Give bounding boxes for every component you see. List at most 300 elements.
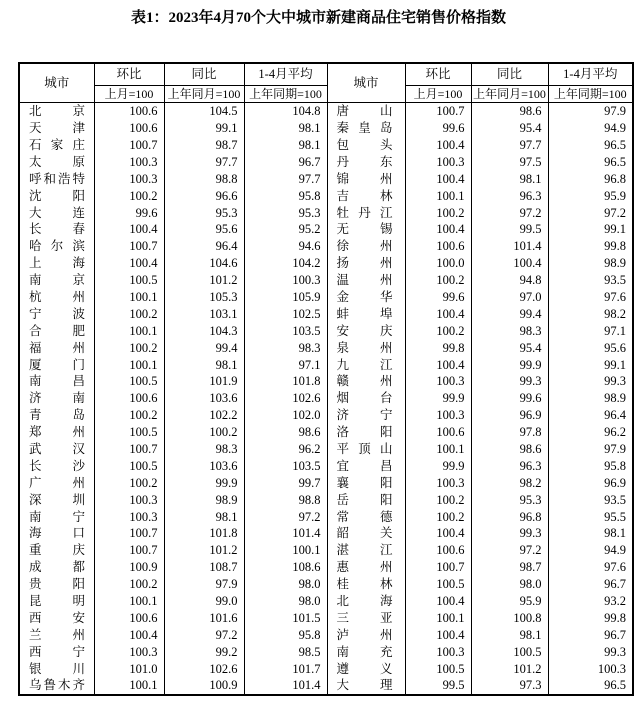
city-name: 平顶山: [336, 442, 393, 456]
mom-value: 100.2: [405, 508, 471, 525]
yoy-value: 104.6: [164, 255, 244, 272]
mom-value: 100.5: [94, 373, 164, 390]
yoy-value: 98.3: [471, 323, 548, 340]
yoy-value: 98.7: [471, 559, 548, 576]
table-row: [19, 137, 633, 154]
city-cell: [327, 373, 405, 390]
avg-value: 96.5: [548, 154, 633, 171]
mom-value: 100.1: [405, 441, 471, 458]
avg-value: 98.3: [244, 339, 327, 356]
mom-value: 100.7: [94, 525, 164, 542]
mom-value: 100.2: [405, 323, 471, 340]
city-cell: [327, 187, 405, 204]
city-name: 扬州: [336, 256, 393, 271]
avg-value: 95.2: [244, 221, 327, 238]
city-name: 哈尔滨: [29, 239, 85, 254]
city-name: 银川: [29, 661, 85, 676]
table-row: [19, 610, 633, 627]
avg-value: 99.3: [548, 373, 633, 390]
mom-value: 100.4: [405, 221, 471, 238]
city-name: 武汉: [29, 442, 85, 456]
yoy-value: 99.6: [471, 390, 548, 407]
mom-value: 100.3: [94, 491, 164, 508]
city-name: 丹东: [336, 154, 393, 169]
yoy-value: 100.9: [164, 677, 244, 695]
city-name: 温州: [336, 273, 393, 288]
yoy-value: 97.3: [471, 677, 548, 695]
header-avg-base-right: 上年同期=100: [548, 86, 633, 103]
city-name: 宜昌: [336, 458, 393, 473]
city-name: 赣州: [336, 374, 393, 389]
mom-value: 100.1: [405, 610, 471, 627]
yoy-value: 100.2: [164, 424, 244, 441]
city-cell: [19, 221, 94, 238]
yoy-value: 95.4: [471, 339, 548, 356]
mom-value: 100.7: [405, 103, 471, 120]
avg-value: 96.7: [548, 627, 633, 644]
city-cell: [327, 390, 405, 407]
yoy-value: 99.9: [471, 356, 548, 373]
city-name: 青岛: [29, 408, 85, 423]
city-cell: [327, 644, 405, 661]
yoy-value: 97.8: [471, 424, 548, 441]
table-row: [19, 458, 633, 475]
city-cell: [19, 120, 94, 137]
city-cell: [19, 458, 94, 475]
yoy-value: 95.3: [471, 491, 548, 508]
yoy-value: 99.1: [164, 120, 244, 137]
table-row: [19, 323, 633, 340]
mom-value: 100.6: [405, 238, 471, 255]
city-cell: [19, 593, 94, 610]
avg-value: 101.5: [244, 610, 327, 627]
mom-value: 100.2: [405, 204, 471, 221]
mom-value: 99.6: [405, 289, 471, 306]
mom-value: 100.4: [94, 255, 164, 272]
yoy-value: 97.7: [164, 154, 244, 171]
avg-value: 99.3: [548, 644, 633, 661]
city-cell: [327, 204, 405, 221]
avg-value: 96.5: [548, 677, 633, 695]
avg-value: 98.2: [548, 306, 633, 323]
city-cell: [327, 491, 405, 508]
header-avg-left: 1-4月平均: [244, 63, 327, 86]
city-name: 长沙: [29, 458, 85, 473]
mom-value: 99.8: [405, 339, 471, 356]
mom-value: 100.9: [94, 559, 164, 576]
city-cell: [19, 103, 94, 120]
city-name: 西宁: [29, 644, 85, 659]
mom-value: 100.2: [94, 576, 164, 593]
city-name: 长春: [29, 222, 85, 237]
city-name: 吉林: [336, 188, 393, 203]
avg-value: 97.9: [548, 441, 633, 458]
city-cell: [327, 407, 405, 424]
avg-value: 97.9: [548, 103, 633, 120]
mom-value: 100.4: [94, 221, 164, 238]
price-index-table: [18, 62, 634, 696]
city-cell: [327, 424, 405, 441]
header-yoy-right: 同比: [471, 63, 548, 86]
yoy-value: 98.8: [164, 171, 244, 188]
avg-value: 93.2: [548, 593, 633, 610]
city-cell: [19, 323, 94, 340]
header-city-left: 城市: [19, 63, 94, 103]
avg-value: 100.3: [548, 660, 633, 677]
city-name: 烟台: [336, 391, 393, 406]
city-cell: [327, 171, 405, 188]
avg-value: 97.1: [548, 323, 633, 340]
mom-value: 100.6: [405, 424, 471, 441]
yoy-value: 96.3: [471, 458, 548, 475]
avg-value: 101.4: [244, 677, 327, 695]
yoy-value: 97.9: [164, 576, 244, 593]
avg-value: 104.8: [244, 103, 327, 120]
yoy-value: 99.4: [164, 339, 244, 356]
header-mom-base-left: 上月=100: [94, 86, 164, 103]
table-row: [19, 390, 633, 407]
mom-value: 99.6: [405, 120, 471, 137]
table-body: [19, 103, 633, 696]
city-name: 九江: [336, 357, 393, 372]
mom-value: 99.9: [405, 458, 471, 475]
avg-value: 101.7: [244, 660, 327, 677]
mom-value: 100.2: [405, 272, 471, 289]
yoy-value: 101.4: [471, 238, 548, 255]
yoy-value: 99.4: [471, 306, 548, 323]
city-cell: [19, 356, 94, 373]
avg-value: 95.8: [548, 458, 633, 475]
city-name: 宁波: [29, 306, 85, 321]
avg-value: 105.9: [244, 289, 327, 306]
city-name: 北京: [29, 104, 85, 119]
city-cell: [19, 627, 94, 644]
avg-value: 99.8: [548, 610, 633, 627]
city-cell: [19, 255, 94, 272]
city-cell: [327, 441, 405, 458]
header-avg-right: 1-4月平均: [548, 63, 633, 86]
city-cell: [327, 677, 405, 695]
yoy-value: 101.9: [164, 373, 244, 390]
mom-value: 100.4: [405, 525, 471, 542]
table-row: [19, 542, 633, 559]
city-name: 秦皇岛: [336, 121, 393, 136]
city-cell: [19, 407, 94, 424]
table-row: [19, 289, 633, 306]
city-cell: [327, 103, 405, 120]
mom-value: 100.2: [94, 339, 164, 356]
city-name: 锦州: [336, 171, 393, 186]
avg-value: 94.9: [548, 120, 633, 137]
avg-value: 103.5: [244, 458, 327, 475]
city-cell: [327, 306, 405, 323]
avg-value: 93.5: [548, 272, 633, 289]
city-name: 贵阳: [29, 577, 85, 592]
city-name: 石家庄: [29, 137, 85, 152]
city-cell: [327, 289, 405, 306]
mom-value: 100.2: [94, 475, 164, 492]
mom-value: 100.3: [405, 407, 471, 424]
city-name: 湛江: [336, 543, 393, 558]
city-cell: [19, 559, 94, 576]
avg-value: 98.0: [244, 576, 327, 593]
city-cell: [19, 491, 94, 508]
yoy-value: 96.8: [471, 508, 548, 525]
mom-value: 100.3: [94, 154, 164, 171]
avg-value: 98.1: [244, 120, 327, 137]
mom-value: 100.7: [94, 441, 164, 458]
city-cell: [19, 238, 94, 255]
mom-value: 100.7: [94, 542, 164, 559]
yoy-value: 100.8: [471, 610, 548, 627]
mom-value: 100.3: [94, 508, 164, 525]
yoy-value: 97.5: [471, 154, 548, 171]
table-row: [19, 154, 633, 171]
city-cell: [327, 627, 405, 644]
table-header: [19, 63, 633, 103]
city-name: 重庆: [29, 543, 85, 558]
city-cell: [327, 137, 405, 154]
city-name: 金华: [336, 289, 393, 304]
yoy-value: 97.2: [471, 542, 548, 559]
table-row: [19, 559, 633, 576]
city-cell: [19, 525, 94, 542]
yoy-value: 99.9: [164, 475, 244, 492]
city-cell: [327, 120, 405, 137]
mom-value: 100.5: [94, 424, 164, 441]
city-cell: [19, 441, 94, 458]
avg-value: 95.5: [548, 508, 633, 525]
avg-value: 99.8: [548, 238, 633, 255]
mom-value: 100.1: [405, 187, 471, 204]
yoy-value: 102.2: [164, 407, 244, 424]
avg-value: 100.3: [244, 272, 327, 289]
yoy-value: 98.2: [471, 475, 548, 492]
table-row: [19, 356, 633, 373]
mom-value: 100.7: [405, 559, 471, 576]
mom-value: 100.3: [94, 171, 164, 188]
city-name: 韶关: [336, 526, 393, 541]
avg-value: 98.9: [548, 390, 633, 407]
city-name: 大连: [29, 205, 85, 220]
city-name: 惠州: [336, 560, 393, 575]
city-cell: [19, 677, 94, 695]
mom-value: 99.9: [405, 390, 471, 407]
mom-value: 100.3: [405, 644, 471, 661]
mom-value: 100.3: [405, 475, 471, 492]
city-name: 成都: [29, 560, 85, 575]
yoy-value: 101.6: [164, 610, 244, 627]
mom-value: 100.1: [94, 593, 164, 610]
city-cell: [327, 576, 405, 593]
header-mom-base-right: 上月=100: [405, 86, 471, 103]
avg-value: 100.1: [244, 542, 327, 559]
avg-value: 99.1: [548, 221, 633, 238]
yoy-value: 98.6: [471, 441, 548, 458]
city-name: 合肥: [29, 323, 85, 338]
table-row: [19, 508, 633, 525]
city-cell: [19, 508, 94, 525]
yoy-value: 102.6: [164, 660, 244, 677]
city-name: 广州: [29, 475, 85, 490]
mom-value: 99.5: [405, 677, 471, 695]
city-cell: [19, 576, 94, 593]
city-name: 兰州: [29, 627, 85, 642]
yoy-value: 103.1: [164, 306, 244, 323]
city-name: 襄阳: [336, 475, 393, 490]
avg-value: 103.5: [244, 323, 327, 340]
city-name: 岳阳: [336, 492, 393, 507]
mom-value: 100.4: [405, 171, 471, 188]
yoy-value: 99.5: [471, 221, 548, 238]
city-name: 乌鲁木齐: [29, 678, 85, 693]
avg-value: 96.2: [548, 424, 633, 441]
mom-value: 100.1: [94, 289, 164, 306]
yoy-value: 99.3: [471, 373, 548, 390]
city-cell: [19, 306, 94, 323]
city-name: 泉州: [336, 340, 393, 355]
city-cell: [327, 542, 405, 559]
yoy-value: 98.1: [164, 508, 244, 525]
mom-value: 100.6: [94, 103, 164, 120]
mom-value: 100.1: [94, 356, 164, 373]
city-name: 南昌: [29, 374, 85, 389]
avg-value: 98.0: [244, 593, 327, 610]
yoy-value: 98.9: [164, 491, 244, 508]
city-name: 呼和浩特: [29, 171, 85, 186]
mom-value: 100.5: [405, 660, 471, 677]
city-cell: [19, 289, 94, 306]
city-cell: [327, 323, 405, 340]
yoy-value: 98.6: [471, 103, 548, 120]
avg-value: 102.5: [244, 306, 327, 323]
avg-value: 108.6: [244, 559, 327, 576]
header-yoy-base-right: 上年同月=100: [471, 86, 548, 103]
city-name: 遵义: [336, 661, 393, 676]
avg-value: 102.0: [244, 407, 327, 424]
city-cell: [19, 644, 94, 661]
city-name: 北海: [336, 594, 393, 609]
yoy-value: 98.1: [471, 171, 548, 188]
yoy-value: 103.6: [164, 390, 244, 407]
city-name: 海口: [29, 526, 85, 541]
mom-value: 100.7: [94, 137, 164, 154]
yoy-value: 101.2: [164, 272, 244, 289]
table-row: [19, 272, 633, 289]
avg-value: 95.9: [548, 187, 633, 204]
city-cell: [19, 542, 94, 559]
city-cell: [19, 610, 94, 627]
city-cell: [327, 339, 405, 356]
yoy-value: 96.6: [164, 187, 244, 204]
header-yoy-base-left: 上年同月=100: [164, 86, 244, 103]
avg-value: 98.6: [244, 424, 327, 441]
city-name: 西安: [29, 610, 85, 625]
yoy-value: 100.4: [471, 255, 548, 272]
yoy-value: 99.3: [471, 525, 548, 542]
avg-value: 97.2: [548, 204, 633, 221]
avg-value: 97.2: [244, 508, 327, 525]
mom-value: 100.6: [94, 390, 164, 407]
table-row: [19, 576, 633, 593]
page-title: 表1：2023年4月70个大中城市新建商品住宅销售价格指数: [130, 10, 506, 26]
city-name: 牡丹江: [336, 205, 393, 220]
table-row: [19, 187, 633, 204]
yoy-value: 96.4: [164, 238, 244, 255]
city-cell: [19, 204, 94, 221]
city-cell: [327, 458, 405, 475]
city-name: 郑州: [29, 425, 85, 440]
city-name: 杭州: [29, 289, 85, 304]
avg-value: 96.9: [548, 475, 633, 492]
yoy-value: 97.2: [471, 204, 548, 221]
avg-value: 95.8: [244, 187, 327, 204]
avg-value: 94.9: [548, 542, 633, 559]
avg-value: 101.4: [244, 525, 327, 542]
mom-value: 100.2: [94, 306, 164, 323]
yoy-value: 101.2: [164, 542, 244, 559]
mom-value: 100.2: [405, 491, 471, 508]
table-row: [19, 255, 633, 272]
city-name: 厦门: [29, 357, 85, 372]
avg-value: 98.1: [548, 525, 633, 542]
yoy-value: 97.2: [164, 627, 244, 644]
city-name: 唐山: [336, 104, 393, 119]
city-cell: [327, 238, 405, 255]
city-cell: [19, 475, 94, 492]
city-cell: [19, 339, 94, 356]
avg-value: 99.7: [244, 475, 327, 492]
table-row: [19, 491, 633, 508]
yoy-value: 98.3: [164, 441, 244, 458]
table-row: [19, 441, 633, 458]
avg-value: 95.6: [548, 339, 633, 356]
yoy-value: 103.6: [164, 458, 244, 475]
header-yoy-left: 同比: [164, 63, 244, 86]
yoy-value: 104.3: [164, 323, 244, 340]
mom-value: 100.1: [94, 323, 164, 340]
yoy-value: 95.4: [471, 120, 548, 137]
table-row: [19, 424, 633, 441]
city-cell: [327, 593, 405, 610]
avg-value: 98.1: [244, 137, 327, 154]
table-row: [19, 525, 633, 542]
city-name: 天津: [29, 121, 85, 136]
city-cell: [327, 272, 405, 289]
table-row: [19, 120, 633, 137]
avg-value: 97.1: [244, 356, 327, 373]
table-row: [19, 103, 633, 120]
city-name: 济南: [29, 391, 85, 406]
mom-value: 100.3: [405, 154, 471, 171]
avg-value: 98.9: [548, 255, 633, 272]
avg-value: 104.2: [244, 255, 327, 272]
avg-value: 99.1: [548, 356, 633, 373]
yoy-value: 99.0: [164, 593, 244, 610]
table-row: [19, 475, 633, 492]
mom-value: 100.6: [94, 120, 164, 137]
avg-value: 97.6: [548, 559, 633, 576]
city-name: 泸州: [336, 627, 393, 642]
mom-value: 100.3: [405, 373, 471, 390]
mom-value: 100.6: [405, 542, 471, 559]
yoy-value: 98.7: [164, 137, 244, 154]
city-cell: [19, 272, 94, 289]
table-row: [19, 171, 633, 188]
yoy-value: 96.9: [471, 407, 548, 424]
city-cell: [327, 475, 405, 492]
yoy-value: 95.6: [164, 221, 244, 238]
